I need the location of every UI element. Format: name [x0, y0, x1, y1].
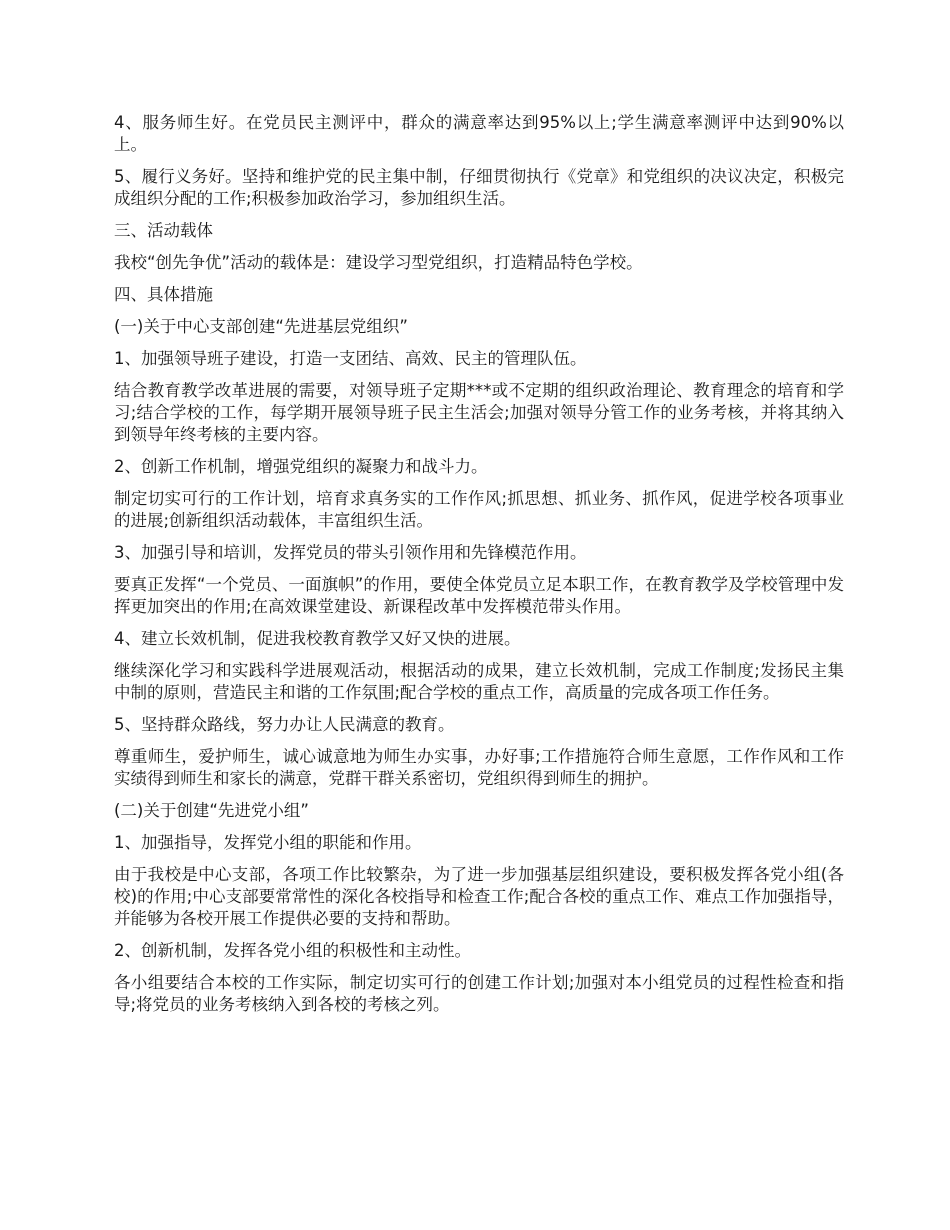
paragraph-mechanism: 制定切实可行的工作计划，培育求真务实的工作作风;抓思想、抓业务、抓作风，促进学校各项事业的进展;创新组织活动载体，丰富组织生活。	[114, 489, 844, 530]
subheading-central-branch: (一)关于中心支部创建“先进基层党组织”	[114, 317, 408, 336]
document-page	[114, 112, 844, 1026]
item-initiative: 2、创新机制，发挥各党小组的积极性和主动性。	[114, 941, 471, 960]
section-heading-measures: 四、具体措施	[114, 285, 213, 304]
paragraph-mass-line: 尊重师生，爱护师生，诚心诚意地为师生办实事，办好事;工作措施符合师生意愿，工作作风和工作实绩得到师生和家长的满意，党群干群关系密切，党组织得到师生的拥护。	[114, 747, 844, 788]
paragraph-service: 4、服务师生好。在党员民主测评中，群众的满意率达到95%以上;学生满意率测评中达到90%以上。	[114, 113, 844, 154]
paragraph-carrier: 我校“创先争优”活动的载体是：建设学习型党组织，打造精品特色学校。	[114, 253, 643, 272]
paragraph-long-term: 继续深化学习和实践科学进展观活动，根据活动的成果，建立长效机制，完成工作制度;发扬民主集中制的原则，营造民主和谐的工作氛围;配合学校的重点工作，高质量的完成各项工作任务。	[114, 661, 844, 702]
item-mass-line: 5、坚持群众路线，努力办让人民满意的教育。	[114, 715, 455, 734]
item-mechanism: 2、创新工作机制，增强党组织的凝聚力和战斗力。	[114, 457, 488, 476]
paragraph-initiative: 各小组要结合本校的工作实际，制定切实可行的创建工作计划;加强对本小组党员的过程性检查和指导;将党员的业务考核纳入到各校的考核之列。	[114, 973, 844, 1014]
section-heading-carrier: 三、活动载体	[114, 221, 213, 240]
subheading-party-group: (二)关于创建“先进党小组”	[114, 801, 309, 820]
item-guidance: 1、加强指导，发挥党小组的职能和作用。	[114, 833, 422, 852]
paragraph-training: 要真正发挥“一个党员、一面旗帜”的作用，要使全体党员立足本职工作，在教育教学及学校管理中发挥更加突出的作用;在高效课堂建设、新课程改革中发挥模范带头作用。	[114, 575, 844, 616]
item-training: 3、加强引导和培训，发挥党员的带头引领作用和先锋模范作用。	[114, 543, 587, 562]
item-long-term: 4、建立长效机制，促进我校教育教学又好又快的进展。	[114, 629, 521, 648]
paragraph-duty: 5、履行义务好。坚持和维护党的民主集中制，仔细贯彻执行《党章》和党组织的决议决定，积极完成组织分配的工作;积极参加政治学习，参加组织生活。	[114, 167, 844, 208]
paragraph-guidance: 由于我校是中心支部，各项工作比较繁杂，为了进一步加强基层组织建设，要积极发挥各党小组(各校)的作用;中心支部要常常性的深化各校指导和检查工作;配合各校的重点工作、难点工作加强指导，并能够为各校开展工作提供必要的支持和帮助。	[114, 865, 844, 928]
paragraph-leadership: 结合教育教学改革进展的需要，对领导班子定期***或不定期的组织政治理论、教育理念的培育和学习;结合学校的工作，每学期开展领导班子民主生活会;加强对领导分管工作的业务考核，并将其纳入到领导年终考核的主要内容。	[114, 381, 844, 444]
item-leadership: 1、加强领导班子建设，打造一支团结、高效、民主的管理队伍。	[114, 349, 587, 368]
